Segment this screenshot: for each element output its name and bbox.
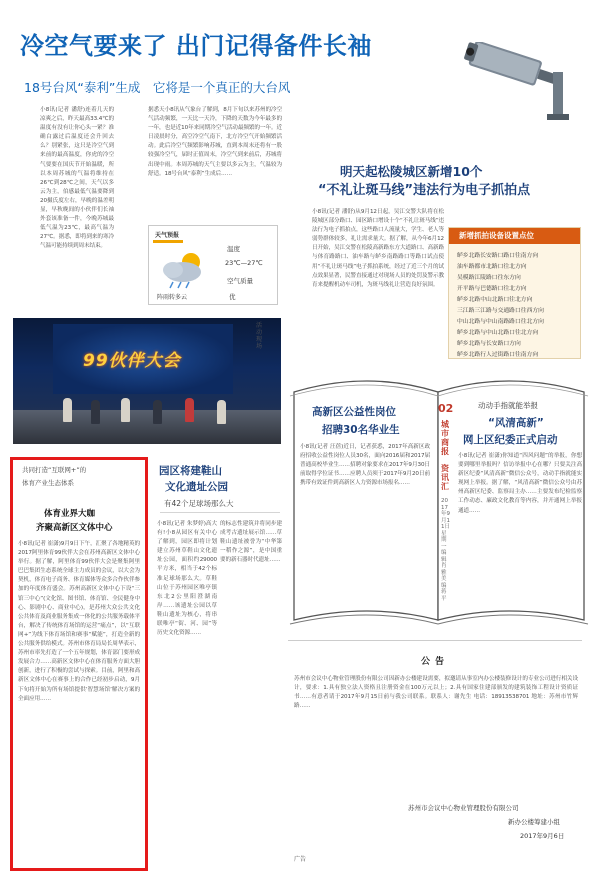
person-figure bbox=[91, 400, 100, 424]
section-name: 资讯汇 bbox=[441, 464, 449, 491]
page-headline: 冷空气要来了 出门记得备件长袖 bbox=[20, 32, 372, 60]
person-figure bbox=[121, 398, 130, 422]
red-story-kicker-1: 共同打造“互联网+”的 bbox=[22, 466, 87, 474]
weather-aq-value: 优 bbox=[229, 293, 236, 301]
article-weather-column-1: 小8讯(记者 潘舒)连着几天的凉爽之后，昨天最高33.4℃的温度有没有让你心头一紧？准确白露过后温度还会升回去么？别紧张，这只是冷空气到来前的最高温度，你虎的冷空气要要在国庆节开始温暖，所以本周苏城的气温将维持在26℃到28℃之间，天气以多云为主，伯感最低气温要降到20摄氏度左右，早晚的温差明显，早秋晚间的小伙伴们长袖外套该准备一件，今晚苏城最低气温为23℃，最高气温为27℃。据悉，即将到来的寒冷气温可能持续到周末结束。 bbox=[40, 107, 114, 250]
weather-aq-label: 空气质量 bbox=[227, 277, 253, 285]
person-figure bbox=[185, 398, 194, 422]
notice-title: 公告 bbox=[420, 657, 449, 667]
red-story-body: 小8讯(记者 崔潇)9月9日下午，汇聚了各地精英的2017阿里体育99伙伴大会在苏州高新区文体中心举行。据了解，阿里体育99伙伴大会是聚集阿里巴巴集团生态系统全球主力成员的会议，以大会为契机，体育电子商务、体育媒体等众多合作伙伴参加的年度体育盛会。苏州高新区文体中心下设“三馆三中心”(文化馆、图书馆、体育馆、全民健身中心、影剧中心、商业中心)，是苏州大众公共文化公共体育及商业服务集成一体化的公共服务载体平台，解决了传统体育场馆的运营“痛点”，以“互联网+”为线下体育场馆和赛事“赋能”，打造全新的公共服务供给模式。苏州市体育局局长周华表示，苏州市率先打造了一个五年规划，体育部门要形成发展合力……高新区文体中心在体育服务方面大胆创新，进行了积极的尝试与探索。目前，阿里和高新区文体中心在赛事上的合作已经初步启动，9月下旬将开始为所有场馆提供‘智慧场馆’解决方案的全面应用…… bbox=[18, 541, 140, 702]
story5-body: 小8讯(记者 崔潇)你知道“四风问题”的举报，你想要到哪里举报吗？信访举报中心在哪？只要关注高新区纪委“风清高新”微信公众号，动动手指就能实现网上举报。据了解，“风清高新”微信公众号由苏州高新区纪委、监察局主办……主要发布纪检监察工作动态、廉政文化教育等内容，并开通网上举报通道…… bbox=[458, 453, 582, 514]
capture-point-item: 中山北路与中山南路路口往北方向 bbox=[457, 319, 544, 325]
notice-signature-2: 新办公楼筹建小组 bbox=[508, 818, 560, 826]
story4-body: 小8讯(记者 汪蓓)近日，记者获悉，2017年高新区政府招收公益性岗位人员30名，面向2016届和2017届普通高校毕业生……招聘对象要求在2017年9月30日前取得学位证书……应聘人员须于2017年9月20日前携带有效证件到高新区人力资源市场报名…… bbox=[300, 444, 430, 487]
story5-title-line1: “风清高新” bbox=[488, 417, 544, 429]
capture-point-item: 鲈乡北路行人过街路口往南方向 bbox=[457, 352, 539, 358]
capture-point-item: 鲈乡北路与长安路口方向 bbox=[457, 341, 521, 347]
stage-banner-logo: 99伙伴大会 bbox=[83, 351, 181, 371]
person-figure bbox=[63, 398, 72, 422]
article-weather-column-2: 据悉天小8讯从气象台了解到，8月下旬以来苏州的冷空气活动频繁，一天比一天冷，下降的天数为今年最多的一年，也是近10年来同期冷空气活动最频繁的一年。近日凌晨时分，高空冷空气南下，北方冷空气开始频繁活动。此后冷空气频繁影响苏城，直到本周末还将有一股较强冷空气，届时正值周末，冷空气到来前后，苏城将出现中雨。本周苏城的天气主要以多云为主，气温较为舒适。18号台风“泰利”生成后…… bbox=[148, 107, 282, 177]
capture-points-title: 新增抓拍设备设置点位 bbox=[449, 228, 580, 244]
capture-point-item: 三江路三江路与交通路口往西方向 bbox=[457, 308, 544, 314]
paper-name: 城市商报 bbox=[441, 420, 449, 456]
story3-subtitle: 有42个足球场那么大 bbox=[164, 499, 234, 508]
cloud-rain-icon bbox=[159, 250, 211, 290]
red-story-title-1: 体育业界大咖 bbox=[44, 509, 96, 519]
notice-signature: 苏州市会议中心物业管理股份有限公司 bbox=[408, 804, 519, 812]
issue-date: 2017年9月11日 星期一 编辑 肖雅 美编 蒋平 bbox=[441, 498, 450, 602]
divider bbox=[160, 512, 280, 513]
notice-body: 苏州市会议中心物业管理股份有限公司因新办公楼建设需要，拟邀请从事室内办公楼装修设计的专业公司进行相关设计，要求：1.具有独立法人资格且注册资金在100万元以上；2.具有国家住建部颁发的建筑装饰工程设计资质证书……有意者请于2017年9月15日前与我公司联系。联系人：谢先生 电话：18913538701 地址：苏州市竹辉路…… bbox=[294, 676, 578, 710]
story5-title-line2: 网上区纪委正式启动 bbox=[463, 434, 558, 446]
ad-label: 广告 bbox=[294, 856, 307, 863]
weather-condition: 阵雨转多云 bbox=[157, 294, 188, 301]
notice-ad bbox=[288, 640, 582, 870]
capture-point-item: 开平路与巴德路口往北方向 bbox=[457, 286, 527, 292]
red-story-title-2: 齐聚高新区文体中心 bbox=[36, 523, 113, 533]
capture-point-item: 油车路都市北路口往北方向 bbox=[457, 264, 527, 270]
event-photo bbox=[13, 318, 281, 444]
page-spine bbox=[436, 402, 456, 612]
story3-col2: 的标志性建筑并将同步建成考古遗址展示馆……草鞋山遗址被誉为“中华第一稻作之源”，是中国重要的新石器时代遗址…… bbox=[220, 521, 282, 564]
surveillance-camera-icon bbox=[455, 42, 575, 122]
capture-point-item: 鲈乡北路中山北路口往北方向 bbox=[457, 297, 533, 303]
story4-title-line2: 招聘30名华业生 bbox=[322, 424, 400, 436]
person-figure bbox=[153, 400, 162, 424]
notice-date: 2017年9月6日 bbox=[520, 832, 565, 840]
story2-body: 小8讯(记者 潘舒)从9月12日起，吴江交警大队将在松陵城区部分路口、园区路口增设十个“不礼让斑马线”违法行为电子抓拍点，这些路口人流量大，学生、老人等弱势群体较多，礼让需求量大。据了解，从今年6月12日开始，吴江交警在松陵高新路东方大道路口、高新路与体育路路口、油车路与鲈乡南路路口等路口试点使用“不礼让斑马线”电子抓拍系统，经过了近三个月的试点效果显著，民警直接通过对现场人员的处罚及警示教育来提醒机动车司机，为斑马线礼让营造良好氛围。 bbox=[312, 209, 444, 288]
capture-point-item: 鲈乡北路长安路口路口往南方向 bbox=[457, 253, 539, 259]
person-figure bbox=[217, 400, 226, 424]
page-subheadline: 18号台风“泰利”生成 它将是一个真正的大台风 bbox=[24, 80, 291, 95]
weather-title-bar bbox=[153, 240, 183, 243]
story5-kicker: 动动手指就能举报 bbox=[478, 401, 538, 410]
article-weather-column-1b bbox=[118, 106, 143, 216]
weather-temp-value: 23℃—27℃ bbox=[225, 259, 263, 267]
capture-points-box bbox=[448, 227, 581, 359]
story2-title-line1: 明天起松陵城区新增10个 bbox=[340, 164, 483, 179]
story3-title-line1: 园区将建鞋山 bbox=[159, 465, 222, 477]
story2-title-line2: “不礼让斑马线”违法行为电子抓拍点 bbox=[318, 183, 531, 198]
photo-caption: 活动现场 bbox=[256, 322, 263, 350]
story4-title-line1: 高新区公益性岗位 bbox=[312, 406, 396, 418]
weather-title: 天气预报 bbox=[155, 232, 180, 239]
weather-temp-label: 温度 bbox=[227, 245, 240, 253]
story3-title-line2: 文化遗址公园 bbox=[165, 481, 228, 493]
stage-floor bbox=[13, 410, 281, 444]
capture-point-item: 鲈乡北路与中山北路口往北方向 bbox=[457, 330, 539, 336]
red-story-kicker-2: 体育产业生态体系 bbox=[22, 479, 74, 487]
story3-col1: 小8讯(记者 朱梦婷)高大有!小8从园区有关中心了解到，园区即将计划建立苏州草鞋山文化遗址公园，面积约29000平方米，相当于42个标准足球场那么大。草鞋山位于苏州园区唯亭镇东北2公里阳澄湖南岸……该遗址公园以草鞋山遗址为核心，将串联唯亭“街、河、园”等历史文化资源…… bbox=[157, 521, 217, 637]
weather-forecast-box bbox=[148, 225, 278, 305]
page-number: 02 bbox=[438, 402, 454, 415]
capture-point-item: 吴模路江陵路口往东方向 bbox=[457, 275, 521, 281]
